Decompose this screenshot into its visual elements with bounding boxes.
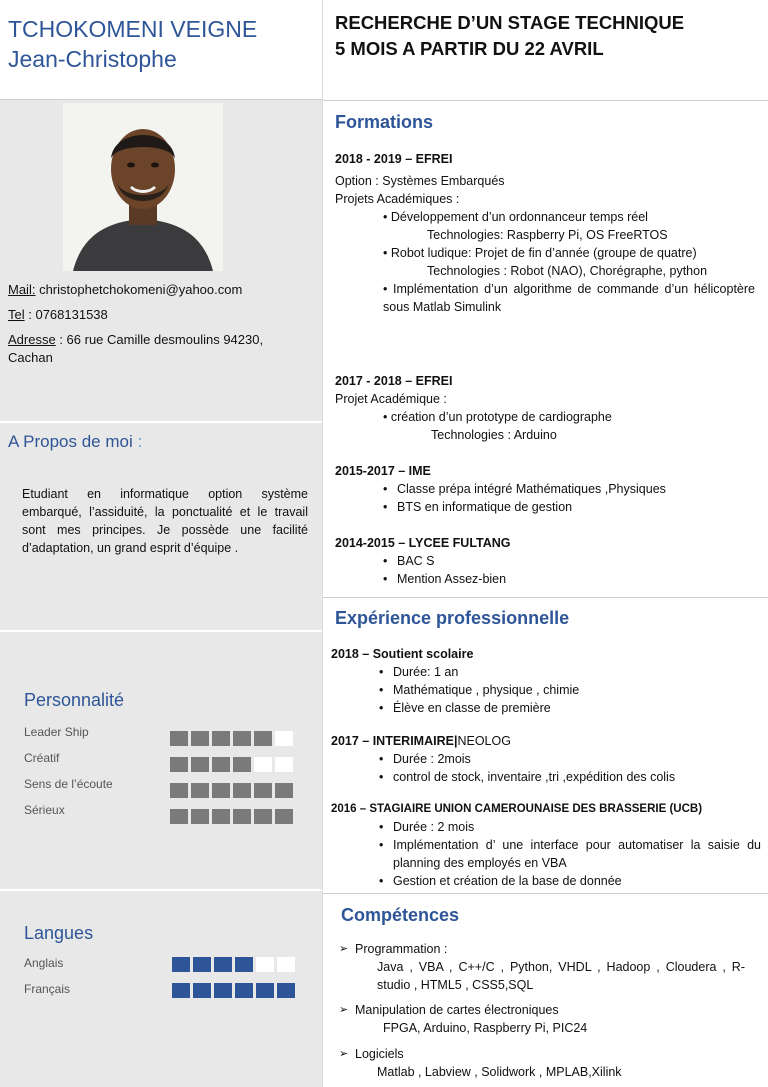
language-row (24, 954, 298, 980)
experience-item: • Durée : 2mois (331, 750, 751, 768)
skill-values: Java , VBA , C++/C , Python, VHDL , Hadoop , Cloudera , R-studio , HTML5 , CSS5,SQL (377, 960, 745, 992)
rating-box-filled (212, 809, 230, 824)
experience-item: • Élève en classe de première (331, 699, 751, 717)
project-tech: Technologies : Arduino (431, 428, 557, 442)
rating-box-filled (256, 983, 274, 998)
experience-company: NEOLOG (457, 734, 511, 748)
divider (0, 421, 322, 423)
divider (0, 889, 322, 891)
skill-values: Matlab , Labview , Solidwork , MPLAB,Xilink (377, 1065, 622, 1079)
trait-label: Créatif (24, 751, 60, 765)
trait-rating (170, 731, 293, 746)
formation-year: 2015-2017 – IME (335, 464, 431, 478)
contact-address (8, 331, 298, 367)
rating-box-filled (170, 757, 188, 772)
rating-box-filled (172, 983, 190, 998)
formations-title: Formations (335, 112, 434, 132)
rating-box-filled (170, 809, 188, 824)
language-rating (172, 983, 295, 998)
rating-box-filled (212, 783, 230, 798)
rating-box-filled (170, 731, 188, 746)
rating-box-filled (193, 957, 211, 972)
address-label: Adresse (8, 332, 56, 347)
rating-box-filled (172, 957, 190, 972)
rating-box-filled (254, 731, 272, 746)
rating-box-filled (191, 731, 209, 746)
rating-box-filled (235, 957, 253, 972)
formation-year: 2014-2015 – LYCEE FULTANG (335, 536, 511, 550)
project-item: • Développement d’un ordonnanceur temps réel (383, 210, 648, 224)
formation-item: • BTS en informatique de gestion (335, 498, 755, 516)
trait-row (24, 749, 298, 775)
formation-item: • Classe prépa intégré Mathématiques ,Physiques (335, 480, 755, 498)
skill-category: ➢ Logiciels (335, 1045, 755, 1063)
rating-box-empty (277, 957, 295, 972)
mail-value: christophetchokomeni@yahoo.com (35, 282, 243, 297)
formation-projects-label: Projets Académiques : (335, 192, 460, 206)
main-content (322, 0, 768, 1087)
contact-block (8, 281, 298, 374)
personality-title: Personnalité (24, 690, 125, 710)
rating-box-filled (233, 757, 251, 772)
trait-row (24, 775, 298, 801)
languages-title: Langues (24, 923, 94, 943)
trait-row (24, 801, 298, 827)
experience-item: • Gestion et création de la base de donnée (331, 872, 761, 890)
rating-box-filled (212, 731, 230, 746)
experience-year: 2018 – Soutient scolaire (331, 647, 474, 661)
project-item: • Implémentation d’un algorithme de commande d’un hélicoptère sous Matlab Simulink (383, 282, 755, 314)
rating-box-filled (233, 809, 251, 824)
experience-2017 (331, 732, 751, 786)
language-row (24, 980, 298, 1006)
rating-box-empty (275, 731, 293, 746)
rating-box-filled (193, 983, 211, 998)
rating-box-filled (233, 731, 251, 746)
trait-rating (170, 783, 293, 798)
language-label: Français (24, 982, 71, 996)
rating-box-filled (233, 783, 251, 798)
project-tech: Technologies : Robot (NAO), Chorégraphe, python (427, 264, 708, 278)
rating-box-filled (275, 809, 293, 824)
rating-box-filled (254, 783, 272, 798)
experience-item: • Durée: 1 an (331, 663, 751, 681)
rating-box-filled (191, 783, 209, 798)
formation-year: 2018 - 2019 – EFREI (335, 152, 453, 166)
divider (323, 100, 768, 101)
divider (0, 630, 322, 632)
experience-title: Expérience professionnelle (335, 608, 570, 628)
formation-lycee (335, 534, 755, 588)
contact-mail (8, 281, 298, 299)
formation-ime (335, 462, 755, 516)
sidebar (0, 0, 322, 1087)
trait-label: Sérieux (24, 803, 65, 817)
formation-efrei-2018 (335, 150, 755, 316)
experience-item: • Implémentation d’ une interface pour automatiser la saisie du planning des employés en VBA (331, 836, 761, 872)
project-item: • création d’un prototype de cardiographe (383, 410, 612, 424)
experience-year: 2016 – STAGIAIRE UNION CAMEROUNAISE DES BRASSERIE (UCB) (331, 803, 703, 815)
divider (323, 597, 768, 598)
trait-label: Sens de l’écoute (24, 777, 113, 791)
experience-heading (331, 732, 751, 750)
title-line-1: RECHERCHE D’UN STAGE TECHNIQUE (335, 12, 685, 33)
tel-value: : 0768131538 (24, 307, 108, 322)
rating-box-filled (254, 809, 272, 824)
formation-project-label: Projet Académique : (335, 392, 447, 406)
rating-box-empty (254, 757, 272, 772)
language-label: Anglais (24, 956, 64, 970)
experience-item: • Mathématique , physique , chimie (331, 681, 751, 699)
skill-values: FPGA, Arduino, Raspberry Pi, PIC24 (383, 1021, 588, 1035)
skills-title: Compétences (341, 905, 460, 925)
tel-label: Tel (8, 307, 25, 322)
title-line-2: 5 MOIS A PARTIR DU 22 AVRIL (335, 38, 604, 59)
experience-item: • Durée : 2 mois (331, 818, 761, 836)
rating-box-filled (235, 983, 253, 998)
formation-option: Option : Systèmes Embarqués (335, 174, 505, 188)
rating-box-filled (191, 809, 209, 824)
rating-box-filled (275, 783, 293, 798)
experience-item: • control de stock, inventaire ,tri ,expédition des colis (331, 768, 751, 786)
rating-box-empty (275, 757, 293, 772)
about-text: Etudiant en informatique option système embarqué, l’assiduité, la ponctualité et le travail sont mes principes. Je possède une facilité d’adaptation, un grand esprit d’équipe . (22, 487, 308, 555)
formation-item: • BAC S (335, 552, 755, 570)
skills-list (335, 940, 755, 1081)
experience-year: 2017 – INTERIMAIRE| (331, 734, 458, 748)
rating-box-filled (212, 757, 230, 772)
contact-tel (8, 306, 298, 324)
first-name: Jean-Christophe (8, 46, 177, 72)
divider (323, 893, 768, 894)
mail-label: Mail: (8, 282, 36, 297)
rating-box-filled (191, 757, 209, 772)
experience-2018 (331, 645, 751, 717)
trait-label: Leader Ship (24, 725, 89, 739)
project-item: • Robot ludique: Projet de fin d’année (groupe de quatre) (383, 246, 697, 260)
trait-rating (170, 757, 293, 772)
profile-photo (63, 103, 223, 271)
address-value: : 66 rue Camille desmoulins 94230, Cachan (8, 332, 264, 365)
rating-box-filled (277, 983, 295, 998)
skill-category: ➢ Manipulation de cartes électroniques (335, 1001, 755, 1019)
language-rating (172, 957, 295, 972)
name-block (0, 0, 322, 100)
formation-item: • Mention Assez-bien (335, 570, 755, 588)
skill-category: ➢ Programmation : (335, 940, 755, 958)
about-title-text: A Propos de moi (8, 432, 138, 451)
rating-box-filled (214, 983, 232, 998)
trait-row (24, 723, 298, 749)
last-name: TCHOKOMENI VEIGNE (8, 16, 258, 42)
trait-rating (170, 809, 293, 824)
formation-year: 2017 - 2018 – EFREI (335, 374, 453, 388)
formation-efrei-2017 (335, 372, 755, 444)
rating-box-empty (256, 957, 274, 972)
languages-list (24, 954, 298, 1006)
about-title (8, 432, 142, 452)
about-title-colon: : (137, 432, 143, 451)
page-title (335, 10, 684, 62)
personality-list (24, 723, 298, 827)
experience-2016 (331, 800, 761, 890)
rating-box-filled (214, 957, 232, 972)
rating-box-filled (170, 783, 188, 798)
project-tech: Technologies: Raspberry Pi, OS FreeRTOS (427, 228, 668, 242)
